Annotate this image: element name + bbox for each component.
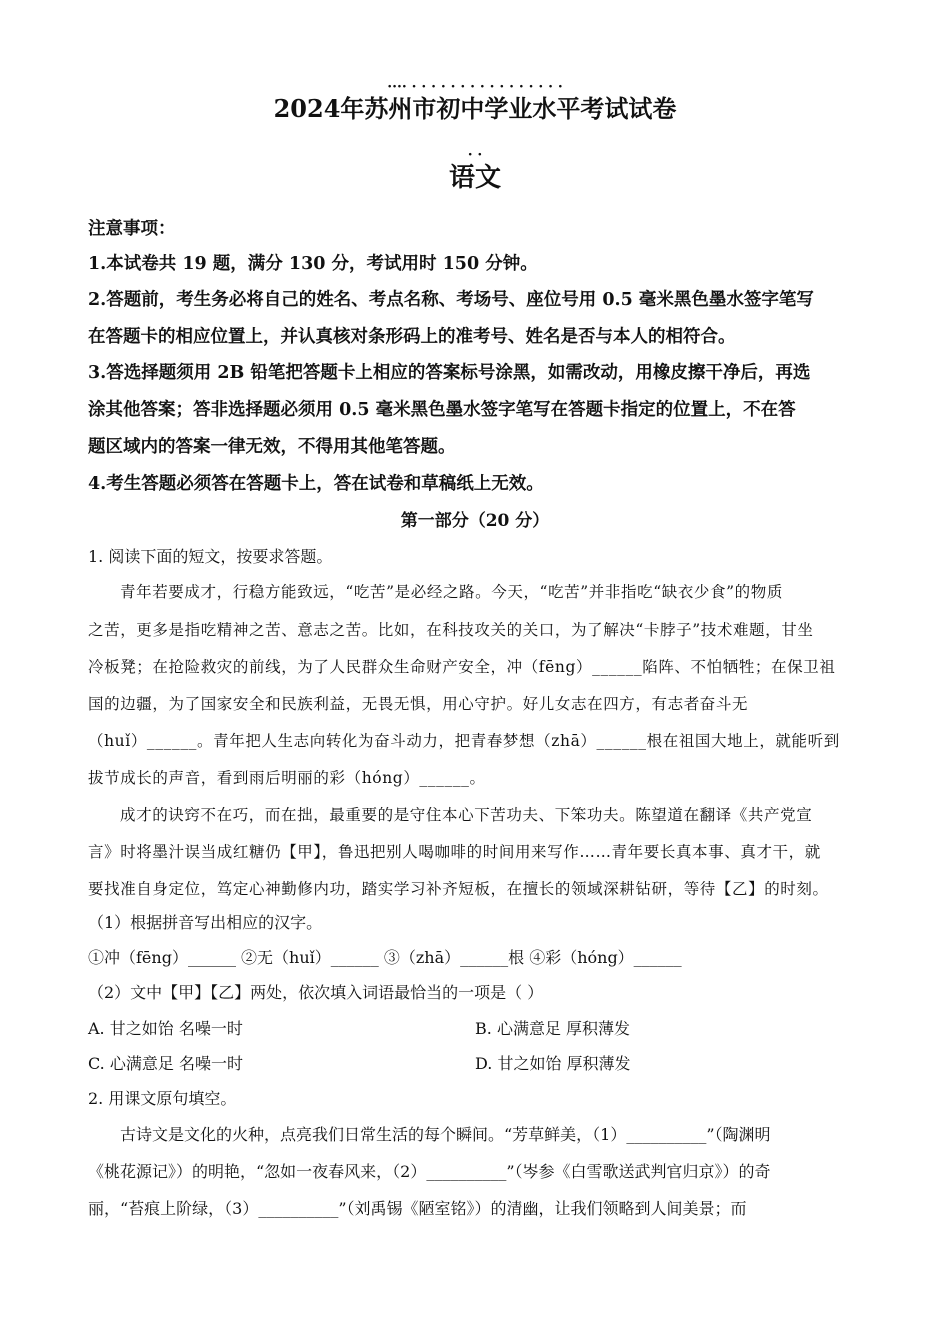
exam-title: 2024年苏州市初中学业水平考试试卷 <box>273 94 677 123</box>
option-text: 甘之如饴 厚积薄发 <box>497 1054 631 1073</box>
option-text: 甘之如饴 名噪一时 <box>109 1019 243 1038</box>
option-letter: A. <box>88 1019 105 1038</box>
option-a <box>88 1019 448 1039</box>
notice-line: 3.答选择题须用 2B 铅笔把答题卡上相应的答案标号涂黑，如需改动，用橡皮擦干净后，再选 <box>88 363 811 383</box>
option-text: 心满意足 厚积薄发 <box>496 1019 631 1038</box>
notice-heading: 注意事项： <box>88 219 176 239</box>
notice-line: 题区域内的答案一律无效，不得用其他笔答题。 <box>88 437 456 457</box>
question-2-prompt: 2. 用课文原句填空。 <box>88 1089 237 1108</box>
notice-line: 2.答题前，考生务必将自己的姓名、考点名称、考场号、座位号用 0.5 毫米黑色墨水签字笔写 <box>88 290 814 310</box>
q2-text-line: 丽，“苔痕上阶绿，（3）__________”（刘禹锡《陋室铭》）的清幽，让我们领略到人间美景；而 <box>88 1199 747 1218</box>
passage-line: 拔节成长的声音，看到雨后明丽的彩（hóng）______。 <box>88 769 486 787</box>
passage-line: 冷板凳；在抢险救灾的前线，为了人民群众生命财产安全，冲（fēng）______陷阵、不怕牺牲；在保卫祖 <box>88 658 836 676</box>
title-emphasis-dots: ···· · · · · · · · · · · · · · · · · <box>387 79 563 95</box>
subject-emphasis-dots: · · <box>467 147 483 163</box>
passage-line: 要找准自身定位，笃定心神勤修内功，踏实学习补齐短板，在擅长的领域深耕钻研，等待【乙】的时刻。 <box>88 880 829 898</box>
option-letter: D. <box>475 1054 493 1073</box>
question-1-prompt: 1. 阅读下面的短文，按要求答题。 <box>88 547 333 566</box>
notice-line: 涂其他答案；答非选择题必须用 0.5 毫米黑色墨水签字笔写在答题卡指定的位置上，不在答 <box>88 400 796 420</box>
option-letter: B. <box>475 1019 492 1038</box>
passage-line: 国的边疆，为了国家安全和民族利益，无畏无惧，用心守护。好儿女志在四方，有志者奋斗无 <box>88 695 749 713</box>
part-heading: 第一部分（20 分） <box>400 511 550 531</box>
option-b <box>475 1019 630 1039</box>
subquestion-2: （2）文中【甲】【乙】两处，依次填入词语最恰当的一项是（ ） <box>88 983 544 1002</box>
passage-line: 成才的诀窍不在巧，而在拙，最重要的是守住本心下苦功夫、下笨功夫。陈望道在翻译《共产党宣 <box>120 806 813 824</box>
notice-line: 1.本试卷共 19 题，满分 130 分，考试用时 150 分钟。 <box>88 254 538 274</box>
notice-line: 4.考生答题必须答在答题卡上，答在试卷和草稿纸上无效。 <box>88 474 544 494</box>
option-letter: C. <box>88 1054 105 1073</box>
passage-line: 之苦，更多是指吃精神之苦、意志之苦。比如，在科技攻关的关口，为了解决“卡脖子”技术难题，甘坐 <box>88 621 814 639</box>
notice-line: 在答题卡的相应位置上，并认真核对条形码上的准考号、姓名是否与本人的相符合。 <box>88 327 736 347</box>
passage-line: 青年若要成才，行稳方能致远，“吃苦”是必经之路。今天，“吃苦”并非指吃“缺衣少食”的物质 <box>120 583 783 601</box>
subquestion-1: （1）根据拼音写出相应的汉字。 <box>88 913 323 932</box>
q2-text-line: 《桃花源记》）的明艳，“忽如一夜春风来，（2）__________”（岑参《白雪歌送武判官归京》）的奇 <box>88 1162 771 1181</box>
option-text: 心满意足 名噪一时 <box>109 1054 243 1073</box>
pinyin-blanks: ①冲（fēng）______ ②无（huǐ）______ ③（zhā）______根 ④彩（hóng）______ <box>88 948 682 967</box>
q2-text-line: 古诗文是文化的火种，点亮我们日常生活的每个瞬间。“芳草鲜美，（1）__________”（陶渊明 <box>120 1125 771 1144</box>
option-d <box>475 1054 631 1074</box>
subject-title: 语文 <box>448 163 501 193</box>
passage-line: 言》时将墨汁误当成红糖仍【甲】，鲁迅把别人喝咖啡的时间用来写作……青年要长真本事、真才干，就 <box>88 843 821 861</box>
option-c <box>88 1054 448 1074</box>
passage-line: （huǐ）______。青年把人生志向转化为奋斗动力，把青春梦想（zhā）______根在祖国大地上，就能听到 <box>88 732 840 750</box>
